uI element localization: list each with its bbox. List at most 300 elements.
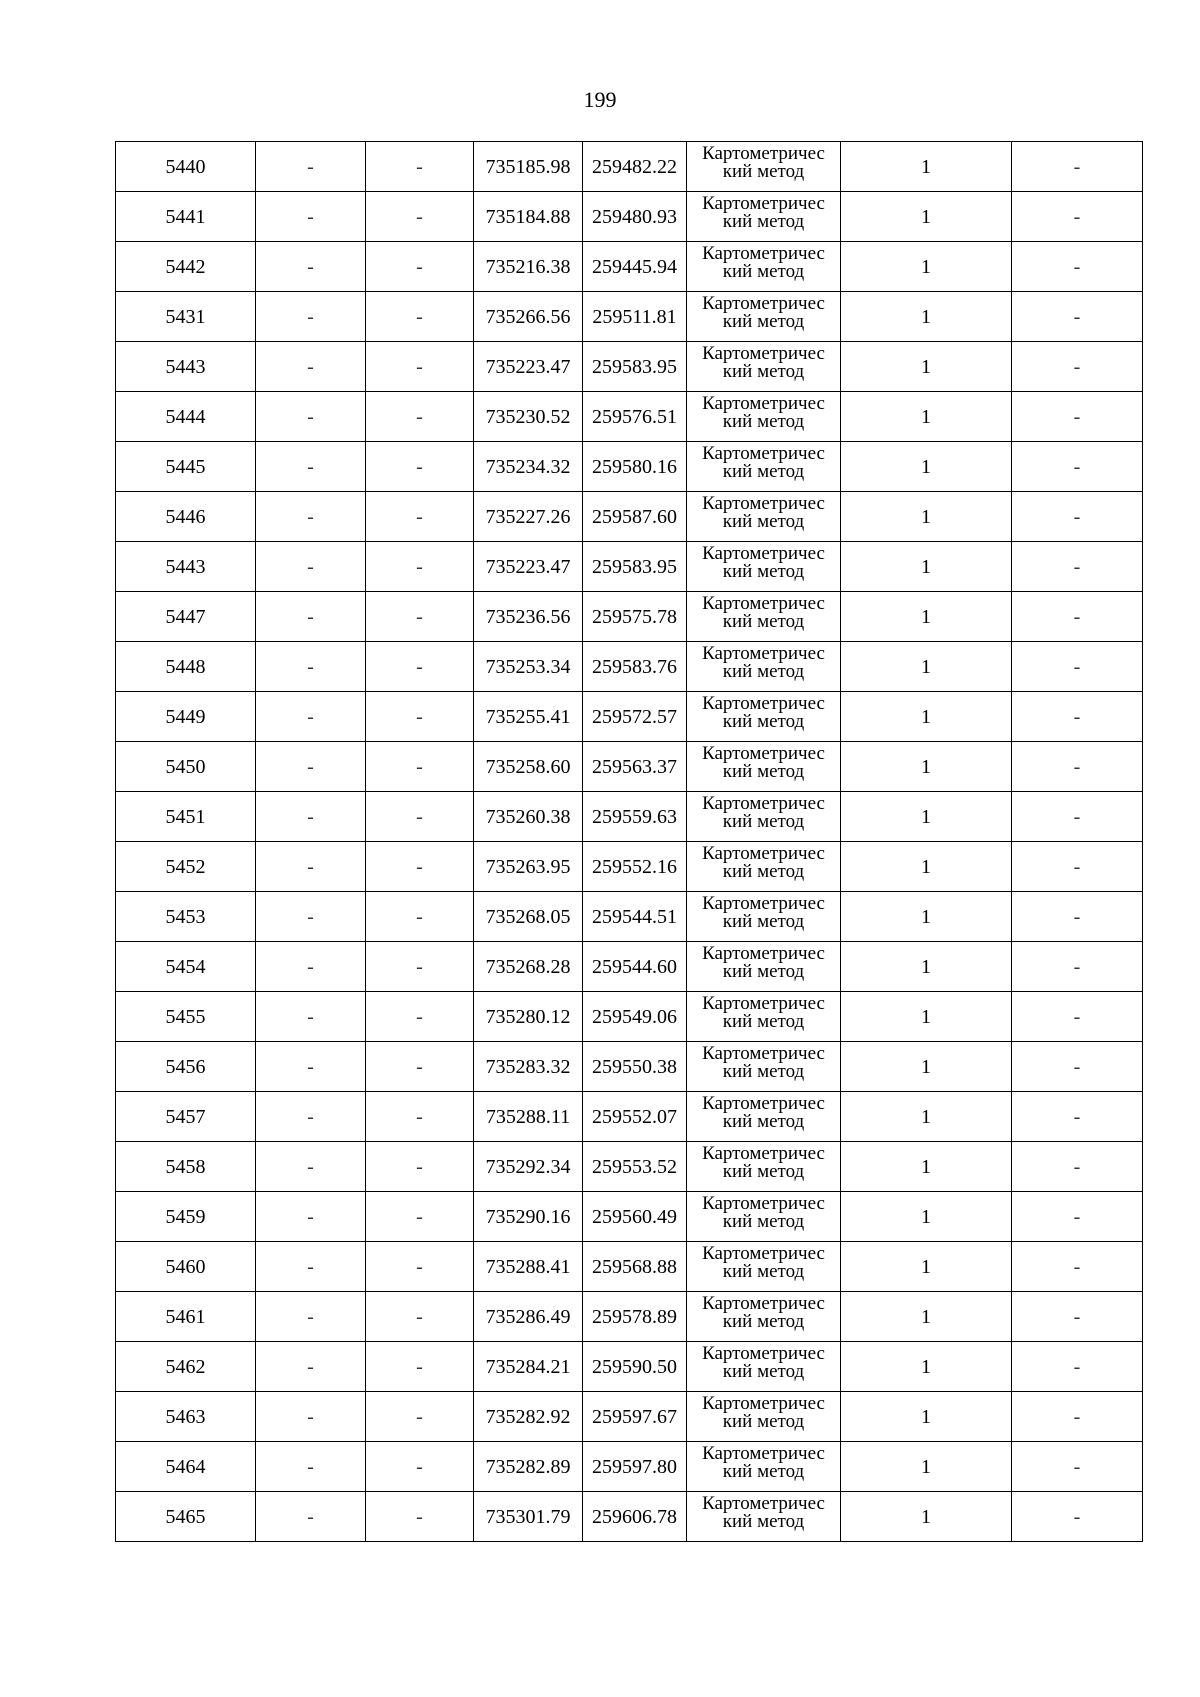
method-text-line-2: кий метод [722,761,805,782]
point-number-cell: 5455 [116,992,256,1042]
table-row [116,592,1143,642]
method-cell [687,1192,841,1242]
coordinate-x-cell: 735282.92 [474,1392,583,1442]
coordinate-x-cell: 735216.38 [474,242,583,292]
empty-cell-2: - [256,1042,366,1092]
point-number-cell: 5460 [116,1242,256,1292]
empty-cell-8: - [1012,692,1143,742]
method-text-line-1: Картометричес [702,743,825,764]
point-number-cell: 5446 [116,492,256,542]
method-text-line-1: Картометричес [702,443,825,464]
empty-cell-3: - [366,142,474,192]
table-row [116,992,1143,1042]
coordinate-y-cell: 259563.37 [583,742,687,792]
coordinate-y-cell: 259559.63 [583,792,687,842]
coordinate-x-cell: 735280.12 [474,992,583,1042]
coordinate-y-cell: 259552.07 [583,1092,687,1142]
coordinate-y-cell: 259583.95 [583,542,687,592]
table-body [116,142,1143,1542]
coordinate-y-cell: 259544.51 [583,892,687,942]
point-number-cell: 5441 [116,192,256,242]
empty-cell-2: - [256,492,366,542]
empty-cell-3: - [366,192,474,242]
point-number-cell: 5465 [116,1492,256,1542]
point-number-cell: 5443 [116,342,256,392]
coordinate-y-cell: 259576.51 [583,392,687,442]
empty-cell-8: - [1012,1092,1143,1142]
accuracy-cell: 1 [841,742,1012,792]
accuracy-cell: 1 [841,1142,1012,1192]
point-number-cell: 5451 [116,792,256,842]
accuracy-cell: 1 [841,292,1012,342]
method-text-line-2: кий метод [722,1261,805,1282]
coordinate-y-cell: 259597.80 [583,1442,687,1492]
table-row [116,492,1143,542]
coordinate-y-cell: 259560.49 [583,1192,687,1242]
empty-cell-3: - [366,692,474,742]
coordinate-x-cell: 735290.16 [474,1192,583,1242]
table-row [116,442,1143,492]
empty-cell-8: - [1012,392,1143,442]
empty-cell-3: - [366,242,474,292]
method-cell [687,342,841,392]
accuracy-cell: 1 [841,692,1012,742]
coordinate-y-cell: 259482.22 [583,142,687,192]
empty-cell-2: - [256,1342,366,1392]
empty-cell-2: - [256,842,366,892]
accuracy-cell: 1 [841,542,1012,592]
coordinates-table [115,141,1143,1542]
method-text-line-2: кий метод [722,811,805,832]
table-row [116,1292,1143,1342]
point-number-cell: 5456 [116,1042,256,1092]
point-number-cell: 5450 [116,742,256,792]
accuracy-cell: 1 [841,992,1012,1042]
method-text-line-1: Картометричес [702,393,825,414]
point-number-cell: 5458 [116,1142,256,1192]
method-text-line-2: кий метод [722,311,805,332]
method-cell [687,492,841,542]
point-number-cell: 5448 [116,642,256,692]
table-row [116,1042,1143,1092]
table-row [116,342,1143,392]
method-cell [687,792,841,842]
coordinate-x-cell: 735283.32 [474,1042,583,1092]
method-text-line-2: кий метод [722,661,805,682]
empty-cell-2: - [256,542,366,592]
empty-cell-8: - [1012,292,1143,342]
accuracy-cell: 1 [841,392,1012,442]
coordinate-y-cell: 259583.76 [583,642,687,692]
method-text-line-1: Картометричес [702,1193,825,1214]
empty-cell-3: - [366,1142,474,1192]
method-cell [687,942,841,992]
table-row [116,542,1143,592]
table-row [116,692,1143,742]
table-row [116,1192,1143,1242]
empty-cell-3: - [366,542,474,592]
coordinate-x-cell: 735184.88 [474,192,583,242]
coordinate-x-cell: 735268.28 [474,942,583,992]
method-text-line-1: Картометричес [702,1493,825,1514]
coordinate-y-cell: 259544.60 [583,942,687,992]
empty-cell-3: - [366,1092,474,1142]
empty-cell-2: - [256,242,366,292]
accuracy-cell: 1 [841,1292,1012,1342]
empty-cell-8: - [1012,1392,1143,1442]
point-number-cell: 5452 [116,842,256,892]
method-text-line-1: Картометричес [702,1093,825,1114]
empty-cell-3: - [366,1042,474,1092]
method-cell [687,642,841,692]
coordinate-y-cell: 259578.89 [583,1292,687,1342]
table-row [116,1442,1143,1492]
accuracy-cell: 1 [841,892,1012,942]
method-cell [687,292,841,342]
empty-cell-3: - [366,1392,474,1442]
empty-cell-2: - [256,1392,366,1442]
empty-cell-8: - [1012,1442,1143,1492]
coordinate-y-cell: 259597.67 [583,1392,687,1442]
coordinate-y-cell: 259590.50 [583,1342,687,1392]
empty-cell-2: - [256,342,366,392]
method-text-line-1: Картометричес [702,593,825,614]
empty-cell-8: - [1012,892,1143,942]
table-row [116,842,1143,892]
method-text-line-1: Картометричес [702,1393,825,1414]
coordinate-x-cell: 735236.56 [474,592,583,642]
empty-cell-3: - [366,892,474,942]
method-cell [687,1342,841,1392]
method-cell [687,892,841,942]
method-text-line-1: Картометричес [702,143,825,164]
accuracy-cell: 1 [841,142,1012,192]
coordinate-y-cell: 259445.94 [583,242,687,292]
accuracy-cell: 1 [841,842,1012,892]
empty-cell-8: - [1012,842,1143,892]
method-cell [687,442,841,492]
empty-cell-2: - [256,142,366,192]
empty-cell-3: - [366,292,474,342]
table-row [116,1392,1143,1442]
accuracy-cell: 1 [841,1492,1012,1542]
coordinate-y-cell: 259480.93 [583,192,687,242]
empty-cell-8: - [1012,792,1143,842]
coordinate-x-cell: 735288.41 [474,1242,583,1292]
table-row [116,942,1143,992]
coordinate-x-cell: 735292.34 [474,1142,583,1192]
table-row [116,192,1143,242]
table-row [116,1342,1143,1392]
accuracy-cell: 1 [841,1242,1012,1292]
accuracy-cell: 1 [841,1442,1012,1492]
method-text-line-2: кий метод [722,611,805,632]
method-text-line-2: кий метод [722,1511,805,1532]
empty-cell-2: - [256,642,366,692]
empty-cell-3: - [366,1242,474,1292]
empty-cell-3: - [366,992,474,1042]
coordinate-x-cell: 735230.52 [474,392,583,442]
method-text-line-2: кий метод [722,411,805,432]
method-cell [687,392,841,442]
method-text-line-2: кий метод [722,361,805,382]
method-text-line-1: Картометричес [702,943,825,964]
table-row [116,1242,1143,1292]
accuracy-cell: 1 [841,1092,1012,1142]
empty-cell-8: - [1012,642,1143,692]
accuracy-cell: 1 [841,242,1012,292]
accuracy-cell: 1 [841,442,1012,492]
empty-cell-8: - [1012,1292,1143,1342]
accuracy-cell: 1 [841,492,1012,542]
method-text-line-2: кий метод [722,1111,805,1132]
method-cell [687,1042,841,1092]
method-text-line-1: Картометричес [702,893,825,914]
accuracy-cell: 1 [841,1392,1012,1442]
method-text-line-2: кий метод [722,911,805,932]
method-text-line-2: кий метод [722,711,805,732]
method-text-line-1: Картометричес [702,1143,825,1164]
method-text-line-2: кий метод [722,211,805,232]
coordinate-y-cell: 259606.78 [583,1492,687,1542]
empty-cell-2: - [256,742,366,792]
empty-cell-8: - [1012,342,1143,392]
empty-cell-3: - [366,942,474,992]
coordinate-y-cell: 259580.16 [583,442,687,492]
point-number-cell: 5444 [116,392,256,442]
accuracy-cell: 1 [841,1042,1012,1092]
empty-cell-3: - [366,842,474,892]
accuracy-cell: 1 [841,942,1012,992]
table-row [116,392,1143,442]
coordinate-x-cell: 735284.21 [474,1342,583,1392]
accuracy-cell: 1 [841,642,1012,692]
method-text-line-1: Картометричес [702,793,825,814]
accuracy-cell: 1 [841,192,1012,242]
method-text-line-2: кий метод [722,1011,805,1032]
point-number-cell: 5440 [116,142,256,192]
method-text-line-1: Картометричес [702,1043,825,1064]
empty-cell-2: - [256,942,366,992]
coordinate-x-cell: 735234.32 [474,442,583,492]
method-text-line-2: кий метод [722,261,805,282]
method-text-line-1: Картометричес [702,993,825,1014]
method-text-line-2: кий метод [722,1361,805,1382]
method-cell [687,542,841,592]
coordinate-y-cell: 259550.38 [583,1042,687,1092]
method-cell [687,842,841,892]
method-text-line-2: кий метод [722,161,805,182]
table-row [116,242,1143,292]
method-text-line-1: Картометричес [702,1293,825,1314]
point-number-cell: 5454 [116,942,256,992]
empty-cell-2: - [256,1242,366,1292]
coordinate-x-cell: 735227.26 [474,492,583,542]
method-text-line-1: Картометричес [702,1443,825,1464]
method-text-line-2: кий метод [722,511,805,532]
method-text-line-1: Картометричес [702,1243,825,1264]
method-cell [687,1442,841,1492]
coordinate-y-cell: 259552.16 [583,842,687,892]
empty-cell-3: - [366,1192,474,1242]
point-number-cell: 5431 [116,292,256,342]
empty-cell-2: - [256,392,366,442]
empty-cell-2: - [256,892,366,942]
table-row [116,642,1143,692]
method-text-line-1: Картометричес [702,493,825,514]
empty-cell-3: - [366,342,474,392]
empty-cell-2: - [256,1492,366,1542]
coordinate-x-cell: 735253.34 [474,642,583,692]
empty-cell-3: - [366,1492,474,1542]
point-number-cell: 5457 [116,1092,256,1142]
method-cell [687,1492,841,1542]
empty-cell-3: - [366,1442,474,1492]
empty-cell-3: - [366,1292,474,1342]
method-text-line-2: кий метод [722,1161,805,1182]
accuracy-cell: 1 [841,792,1012,842]
method-cell [687,142,841,192]
empty-cell-3: - [366,592,474,642]
table-row [116,1092,1143,1142]
point-number-cell: 5463 [116,1392,256,1442]
point-number-cell: 5453 [116,892,256,942]
method-text-line-1: Картометричес [702,543,825,564]
coordinate-y-cell: 259575.78 [583,592,687,642]
coordinate-x-cell: 735258.60 [474,742,583,792]
method-text-line-1: Картометричес [702,343,825,364]
empty-cell-8: - [1012,1192,1143,1242]
method-text-line-2: кий метод [722,461,805,482]
coordinate-x-cell: 735286.49 [474,1292,583,1342]
empty-cell-2: - [256,692,366,742]
coordinate-x-cell: 735185.98 [474,142,583,192]
method-text-line-2: кий метод [722,561,805,582]
coordinate-y-cell: 259553.52 [583,1142,687,1192]
empty-cell-2: - [256,292,366,342]
empty-cell-8: - [1012,742,1143,792]
table-row [116,292,1143,342]
method-text-line-1: Картометричес [702,293,825,314]
method-cell [687,242,841,292]
method-cell [687,1392,841,1442]
point-number-cell: 5461 [116,1292,256,1342]
coordinate-y-cell: 259587.60 [583,492,687,542]
empty-cell-8: - [1012,942,1143,992]
empty-cell-8: - [1012,1492,1143,1542]
empty-cell-2: - [256,992,366,1042]
coordinate-x-cell: 735301.79 [474,1492,583,1542]
empty-cell-3: - [366,442,474,492]
coordinate-y-cell: 259511.81 [583,292,687,342]
empty-cell-8: - [1012,192,1143,242]
coordinate-x-cell: 735288.11 [474,1092,583,1142]
table-row [116,892,1143,942]
empty-cell-8: - [1012,1342,1143,1392]
point-number-cell: 5443 [116,542,256,592]
page-number: 199 [583,87,617,112]
empty-cell-2: - [256,792,366,842]
empty-cell-2: - [256,1292,366,1342]
empty-cell-3: - [366,492,474,542]
method-text-line-1: Картометричес [702,1343,825,1364]
empty-cell-3: - [366,742,474,792]
accuracy-cell: 1 [841,1192,1012,1242]
coordinate-x-cell: 735255.41 [474,692,583,742]
method-text-line-2: кий метод [722,1411,805,1432]
accuracy-cell: 1 [841,592,1012,642]
empty-cell-3: - [366,1342,474,1392]
coordinate-x-cell: 735266.56 [474,292,583,342]
method-cell [687,992,841,1042]
empty-cell-2: - [256,592,366,642]
method-text-line-1: Картометричес [702,843,825,864]
method-text-line-2: кий метод [722,1061,805,1082]
table-row [116,1142,1143,1192]
method-cell [687,192,841,242]
empty-cell-2: - [256,1142,366,1192]
empty-cell-8: - [1012,1242,1143,1292]
empty-cell-8: - [1012,1142,1143,1192]
empty-cell-2: - [256,1192,366,1242]
coordinate-x-cell: 735282.89 [474,1442,583,1492]
table-row [116,142,1143,192]
method-cell [687,1092,841,1142]
empty-cell-2: - [256,192,366,242]
coordinate-x-cell: 735260.38 [474,792,583,842]
method-cell [687,1242,841,1292]
table-row [116,742,1143,792]
coordinate-x-cell: 735223.47 [474,542,583,592]
method-text-line-1: Картометричес [702,643,825,664]
coordinate-y-cell: 259583.95 [583,342,687,392]
method-text-line-2: кий метод [722,1461,805,1482]
coordinate-y-cell: 259549.06 [583,992,687,1042]
empty-cell-8: - [1012,442,1143,492]
point-number-cell: 5459 [116,1192,256,1242]
method-cell [687,742,841,792]
method-text-line-2: кий метод [722,861,805,882]
method-cell [687,592,841,642]
empty-cell-8: - [1012,542,1143,592]
method-cell [687,692,841,742]
empty-cell-3: - [366,642,474,692]
point-number-cell: 5442 [116,242,256,292]
coordinate-x-cell: 735263.95 [474,842,583,892]
empty-cell-8: - [1012,992,1143,1042]
point-number-cell: 5447 [116,592,256,642]
empty-cell-8: - [1012,142,1143,192]
empty-cell-3: - [366,392,474,442]
coordinate-y-cell: 259572.57 [583,692,687,742]
accuracy-cell: 1 [841,1342,1012,1392]
point-number-cell: 5464 [116,1442,256,1492]
empty-cell-3: - [366,792,474,842]
point-number-cell: 5445 [116,442,256,492]
empty-cell-8: - [1012,1042,1143,1092]
empty-cell-8: - [1012,592,1143,642]
empty-cell-2: - [256,1092,366,1142]
table-row [116,1492,1143,1542]
empty-cell-8: - [1012,242,1143,292]
table-row [116,792,1143,842]
method-cell [687,1142,841,1192]
coordinate-x-cell: 735268.05 [474,892,583,942]
point-number-cell: 5462 [116,1342,256,1392]
coordinate-x-cell: 735223.47 [474,342,583,392]
method-text-line-1: Картометричес [702,693,825,714]
empty-cell-8: - [1012,492,1143,542]
